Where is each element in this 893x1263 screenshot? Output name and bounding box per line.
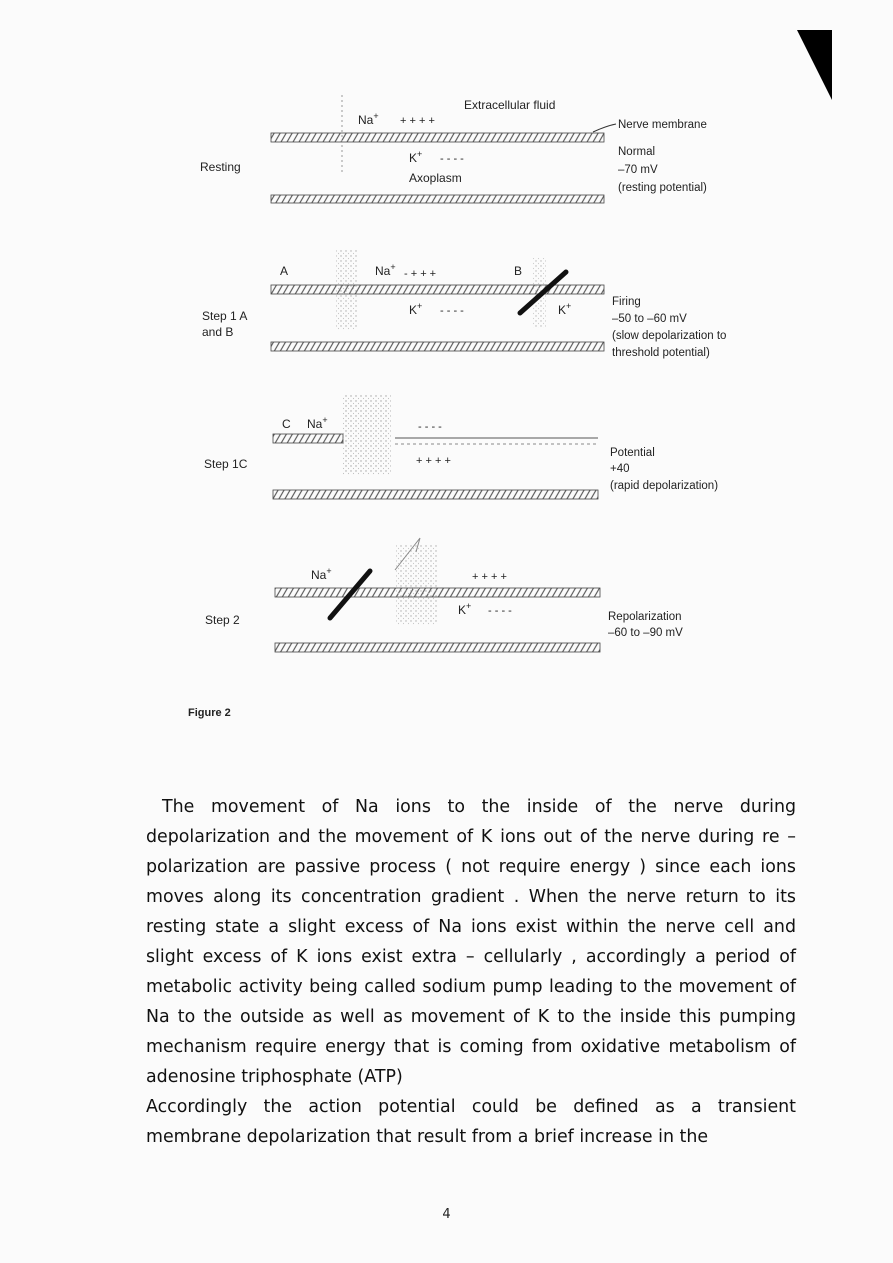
panel-label: Resting xyxy=(200,160,241,174)
panel-step-1c xyxy=(204,395,718,499)
ion-na: Na+ xyxy=(358,111,379,127)
region-axoplasm: Axoplasm xyxy=(409,171,462,185)
ion-k: K+ xyxy=(458,601,472,617)
panel-notes: Firing –50 to –60 mV (slow depolarization to threshold potential) xyxy=(612,296,727,359)
ion-k-2: K+ xyxy=(558,301,572,317)
ion-na: Na+ xyxy=(311,566,332,582)
charges-outer: + + + + xyxy=(400,115,435,127)
ion-k: K+ xyxy=(409,149,423,165)
panel-notes: Nerve membrane Normal –70 mV (resting potential) xyxy=(618,119,707,194)
membrane-inner xyxy=(275,643,600,652)
charges-outer: + + + + xyxy=(472,571,507,583)
letter-a: A xyxy=(280,264,289,278)
charges-outer: - + + + xyxy=(404,268,437,280)
membrane-outer xyxy=(271,133,604,142)
letter-b: B xyxy=(514,264,523,278)
panel-notes: Repolarization –60 to –90 mV xyxy=(608,611,683,639)
panel-step-2 xyxy=(205,538,685,652)
panel-label: Step 2 xyxy=(205,613,240,627)
charges-inner: + + + + xyxy=(416,455,451,467)
ion-k: K+ xyxy=(409,301,423,317)
channel-a xyxy=(336,250,358,330)
channel-k-open xyxy=(396,545,438,625)
membrane-inner xyxy=(273,490,598,499)
charges-inner: - - - - xyxy=(440,305,464,317)
paragraph-1: The movement of Na ions to the inside of the nerve during depolarization and the movement of K ions out of the nerve during re – polarization are passive process ( not require energy ) since each ions moves along its concentration gradient . When the nerve return to its resting state a slight excess of Na ions exist within the nerve cell and slight excess of K ions exist extra – cellularly , accordingly a period of metabolic activity being called sodium pump leading to the movement of Na to the outside as well as movement of K to the inside this pumping mechanism require energy that is coming from oxidative metabolism of adenosine triphosphate (ATP) xyxy=(146,797,796,1087)
panel-label: Step 1 A and B xyxy=(202,309,247,339)
paragraph-2: Accordingly the action potential could be defined as a transient membrane depolarization that result from a brief increase in the xyxy=(146,1097,796,1147)
figure-caption: Figure 2 xyxy=(188,707,231,719)
ion-na: Na+ xyxy=(375,262,396,278)
charges-inner: - - - - xyxy=(488,605,512,617)
panel-notes: Potential +40 (rapid depolarization) xyxy=(610,447,719,492)
body-text xyxy=(146,792,796,1152)
pointer-line xyxy=(593,124,616,132)
membrane-outer-left xyxy=(273,434,343,443)
panel-resting xyxy=(200,95,710,203)
membrane-inner xyxy=(271,342,604,351)
panel-label: Step 1C xyxy=(204,457,248,471)
ion-na: Na+ xyxy=(307,415,328,431)
page-number: 4 xyxy=(442,1207,451,1222)
charges-outer: - - - - xyxy=(418,421,442,433)
letter-c: C xyxy=(282,417,291,431)
membrane-outer xyxy=(271,285,604,294)
channel-c-open xyxy=(343,395,391,475)
charges-inner: - - - - xyxy=(440,153,464,165)
region-extracellular: Extracellular fluid xyxy=(464,98,556,112)
membrane-inner xyxy=(271,195,604,203)
panel-step-1ab xyxy=(202,250,730,359)
